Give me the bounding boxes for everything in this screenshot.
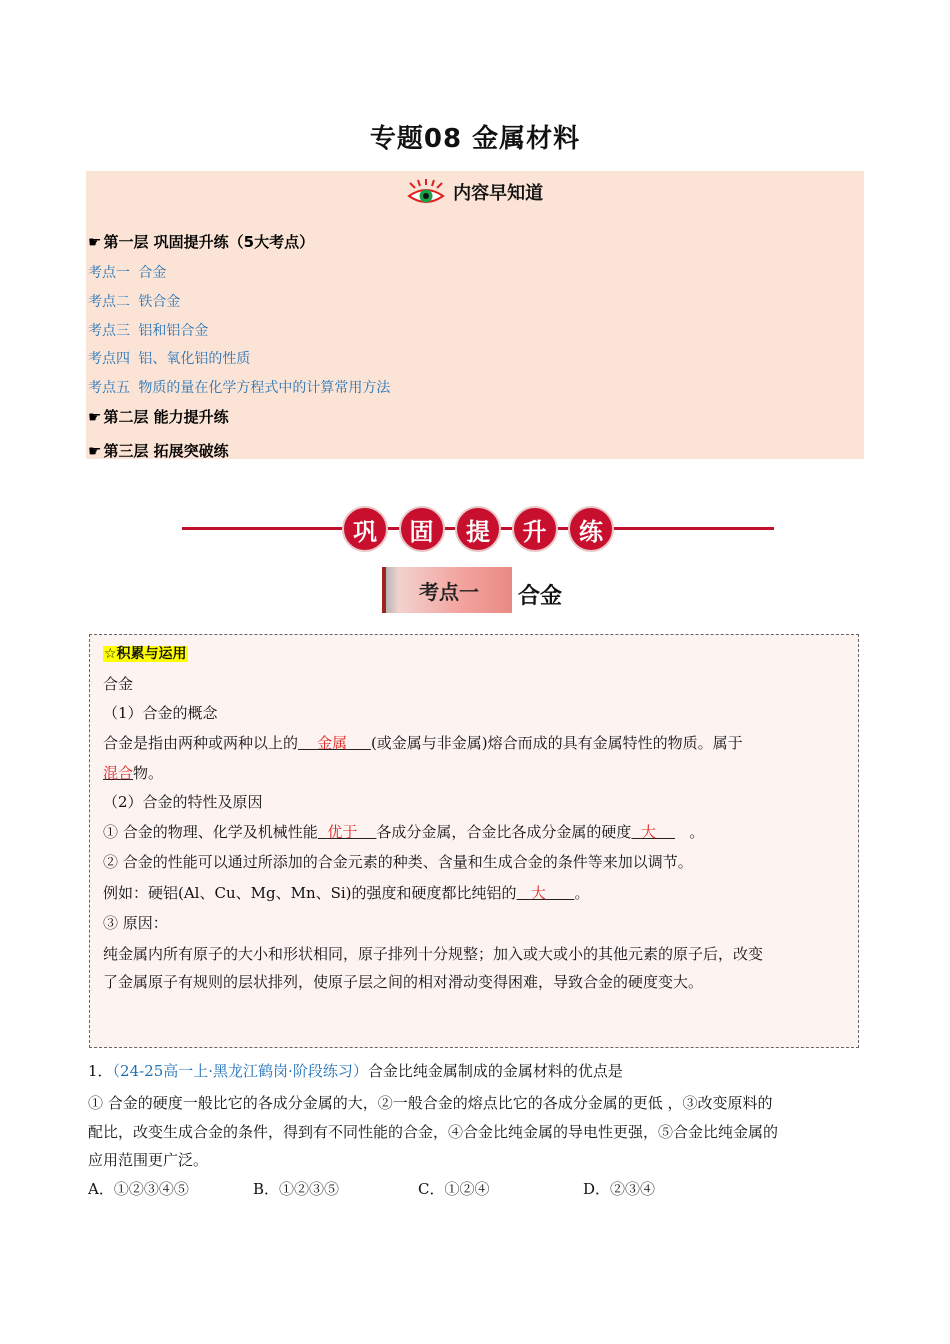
pointing-hand-icon: ☛: [88, 442, 102, 460]
section-tag: 考点一: [382, 567, 512, 613]
knowledge-line-3: ① 合金的物理、化学及机械性能 优于 各成分金属，合金比各成分金属的硬度 大 。: [103, 823, 705, 841]
knowledge-sub2: （2）合金的特性及原因: [103, 793, 263, 811]
knowledge-line-6: ③ 原因：: [103, 914, 168, 932]
toc-point-2[interactable]: 考点二 铁合金: [88, 294, 181, 310]
contents-heading: 内容早知道: [86, 179, 864, 209]
eye-icon: [407, 179, 445, 209]
banner-char: 固: [399, 506, 445, 552]
question-source[interactable]: （24-25高一上·黑龙江鹤岗·阶段练习）: [112, 1062, 368, 1080]
question-line: ① 合金的硬度一般比它的各成分金属的大，②一般合金的熔点比它的各成分金属的更低 ，③改变原料的: [88, 1094, 773, 1112]
section-name: 合金: [518, 584, 563, 609]
knowledge-line-1: 合金是指由两种或两种以上的 金属 (或金属与非金属)熔合而成的具有金属特性的物质。属于: [103, 734, 743, 752]
knowledge-sub1: （1）合金的概念: [103, 704, 218, 722]
banner-char: 提: [455, 506, 501, 552]
knowledge-line-8: 了金属原子有规则的层状排列，使原子层之间的相对滑动变得困难，导致合金的硬度变大。: [103, 973, 704, 991]
knowledge-line-5: 例如：硬铝(Al、Cu、Mg、Mn、Si)的强度和硬度都比纯铝的 大 。: [103, 884, 590, 902]
answer-blank: 金属: [317, 734, 348, 752]
toc-point-5[interactable]: 考点五 物质的量在化学方程式中的计算常用方法: [88, 380, 391, 396]
option-b[interactable]: B．①②③⑤: [253, 1180, 340, 1198]
question-number: 1．: [88, 1062, 113, 1080]
pointing-hand-icon: ☛: [88, 408, 102, 426]
knowledge-heading: 合金: [103, 675, 134, 693]
knowledge-line-4: ② 合金的性能可以通过所添加的合金元素的种类、含量和生成合金的条件等来加以调节。: [103, 853, 693, 871]
toc-layer-1[interactable]: ☛ 第一层 巩固提升练（5大考点）: [88, 233, 315, 251]
option-c[interactable]: C．①②④: [418, 1180, 490, 1198]
banner-chars: [342, 506, 614, 552]
contents-panel: [86, 171, 864, 459]
banner-char: 练: [568, 506, 614, 552]
knowledge-badge: ☆积累与运用: [104, 646, 187, 662]
answer-blank: 混合: [103, 764, 134, 782]
banner-char: 升: [512, 506, 558, 552]
knowledge-line-2: 混合物。: [103, 764, 164, 782]
section-banner: [182, 506, 774, 552]
page-title: 专题08 金属材料: [369, 124, 581, 154]
knowledge-badge-line: [103, 642, 188, 665]
banner-char: 巩: [342, 506, 388, 552]
toc-layer-2[interactable]: ☛ 第二层 能力提升练: [88, 408, 229, 426]
option-a[interactable]: A．①②③④⑤: [88, 1180, 189, 1198]
toc-layer-3[interactable]: ☛ 第三层 拓展突破练: [88, 442, 229, 460]
knowledge-line-7: 纯金属内所有原子的大小和形状相同，原子排列十分规整；加入或大或小的其他元素的原子后，改变: [103, 945, 764, 963]
toc-point-4[interactable]: 考点四 铝、氧化铝的性质: [88, 351, 251, 367]
answer-blank: 大: [640, 823, 656, 841]
pointing-hand-icon: ☛: [88, 233, 102, 251]
answer-blank: 优于: [327, 823, 358, 841]
question-line: 应用范围更广泛。: [88, 1151, 209, 1169]
toc-point-3[interactable]: 考点三 铝和铝合金: [88, 323, 209, 339]
answer-blank: 大: [530, 884, 546, 902]
knowledge-box: [89, 634, 859, 1048]
question-stem: 1．（24-25高一上·黑龙江鹤岗·阶段练习）合金比纯金属制成的金属材料的优点是: [88, 1062, 623, 1080]
question-line: 配比，改变生成合金的条件，得到有不同性能的合金，④合金比纯金属的导电性更强，⑤合金比纯金属的: [88, 1123, 779, 1141]
toc-point-1[interactable]: 考点一 合金: [88, 265, 167, 281]
option-d[interactable]: D．②③④: [583, 1180, 656, 1198]
